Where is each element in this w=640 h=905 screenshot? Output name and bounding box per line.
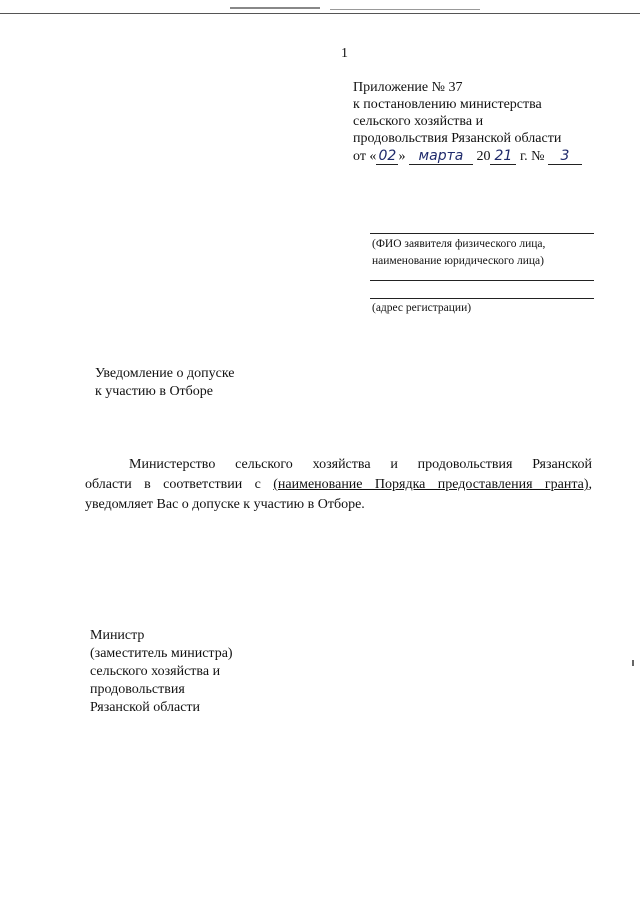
notice-body — [85, 455, 592, 515]
number-prefix: г. № — [516, 149, 545, 164]
date-month: марта — [409, 148, 473, 165]
grant-procedure-name: (наименование Порядка предоставления гранта) — [273, 477, 589, 492]
body-line-3: уведомляет Вас о допуске к участию в Отборе. — [85, 497, 365, 512]
appendix-title: Приложение № 37 — [353, 80, 463, 95]
applicant-name-hint-1: (ФИО заявителя физического лица, — [372, 238, 546, 250]
signature-line-4: продовольствия — [90, 682, 185, 697]
page-number: 1 — [341, 46, 348, 61]
appendix-line-4: продовольствия Рязанской области — [353, 131, 562, 146]
date-day: 02 — [376, 148, 398, 165]
applicant-name-hint-2: наименование юридического лица) — [372, 255, 544, 267]
date-prefix: от « — [353, 149, 377, 164]
appendix-line-2: к постановлению министерства — [353, 97, 542, 112]
signature-line-5: Рязанской области — [90, 700, 201, 715]
scan-artifact-line — [330, 9, 480, 10]
address-line-1 — [370, 280, 594, 281]
scan-artifact-mark — [632, 660, 634, 666]
applicant-name-line — [370, 233, 594, 234]
notice-heading-line-1: Уведомление о допуске — [95, 366, 235, 381]
date-mid: » — [398, 149, 406, 164]
address-hint: (адрес регистрации) — [372, 302, 472, 314]
body-line-1: Министерство сельского хозяйства и продовольствия Рязанской — [129, 457, 592, 472]
signature-line-2: (заместитель министра) — [90, 646, 233, 661]
date-year-suffix: 21 — [490, 148, 516, 165]
date-year-prefix: 20 — [476, 149, 491, 164]
appendix-date-line — [353, 148, 582, 165]
decree-number: 3 — [548, 148, 582, 165]
body-line-2-start: области в соответствии с — [85, 477, 274, 492]
signature-line-3: сельского хозяйства и — [90, 664, 221, 679]
notice-heading-line-2: к участию в Отборе — [95, 384, 214, 399]
scan-artifact-line — [0, 13, 640, 14]
body-line-2-end: , — [588, 477, 592, 492]
signature-line-1: Министр — [90, 628, 145, 643]
body-line-2 — [85, 475, 592, 495]
appendix-line-3: сельского хозяйства и — [353, 114, 484, 129]
address-line-2 — [370, 298, 594, 299]
scan-artifact-line — [230, 7, 320, 9]
